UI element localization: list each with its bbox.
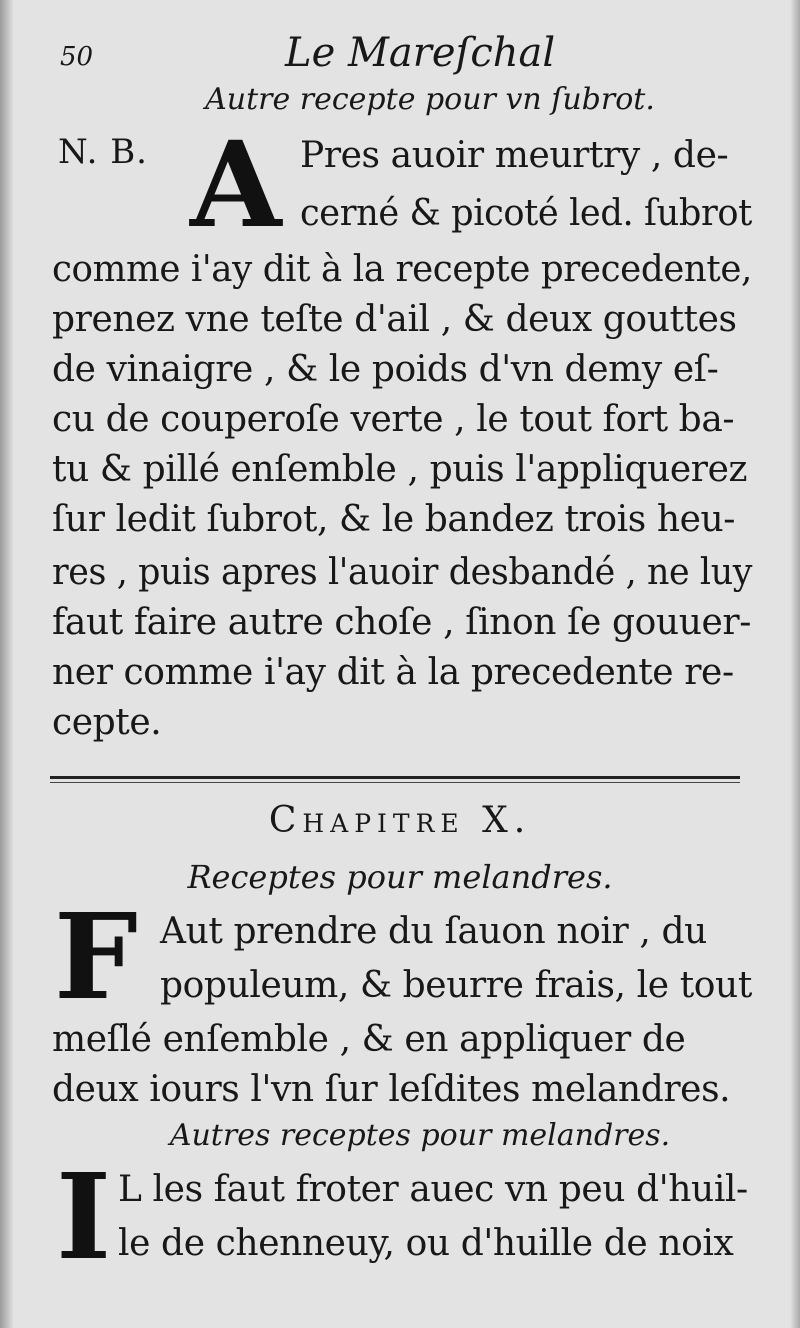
dropcap-a: A	[190, 115, 282, 254]
text-line: res , puis apres l'auoir desbandé , ne luy	[52, 552, 753, 593]
margin-note: N. B.	[58, 132, 148, 172]
text-line: comme i'ay dit à la recepte precedente,	[52, 249, 752, 290]
text-line: populeum, & beurre frais, le tout	[160, 965, 752, 1006]
section-heading-subrot: Autre recepte pour vn ſubrot.	[205, 82, 655, 117]
text-line: prenez vne teſte d'ail , & deux gouttes	[52, 299, 737, 340]
section-divider-rule	[50, 776, 740, 783]
section-heading-melandres: Receptes pour melandres.	[187, 858, 613, 896]
page-number: 50	[60, 42, 94, 72]
text-line: faut faire autre choſe , ſinon ſe gouuer-	[52, 602, 751, 643]
dropcap-i: I	[56, 1147, 112, 1286]
text-line: tu & pillé enſemble , puis l'appliquerez	[52, 449, 748, 490]
text-line: ſur ledit ſubrot, & le bandez trois heu-	[52, 499, 736, 540]
chapter-heading: Chapitre X.	[268, 800, 532, 841]
running-head	[60, 30, 760, 80]
text-line: le de chenneuy, ou d'huille de noix	[118, 1223, 734, 1264]
text-line: deux iours l'vn ſur leſdites melandres.	[52, 1069, 731, 1110]
text-line: L les faut froter auec vn peu d'huil-	[118, 1169, 748, 1210]
text-line: cepte.	[52, 702, 162, 743]
text-line: cu de couperoſe verte , le tout fort ba-	[52, 399, 735, 440]
text-line: Pres auoir meurtry , de-	[300, 135, 729, 176]
text-line: Aut prendre du ſauon noir , du	[160, 911, 707, 952]
book-title: Le Mareſchal	[285, 30, 556, 76]
text-line: ner comme i'ay dit à la precedente re-	[52, 652, 734, 693]
text-line: meſlé enſemble , & en appliquer de	[52, 1019, 686, 1060]
text-line: cerné & picoté led. ſubrot	[300, 193, 752, 234]
section-heading-autres-melandres: Autres receptes pour melandres.	[169, 1118, 671, 1153]
text-line: de vinaigre , & le poids d'vn demy eſ-	[52, 349, 719, 390]
dropcap-f: F	[54, 887, 138, 1026]
